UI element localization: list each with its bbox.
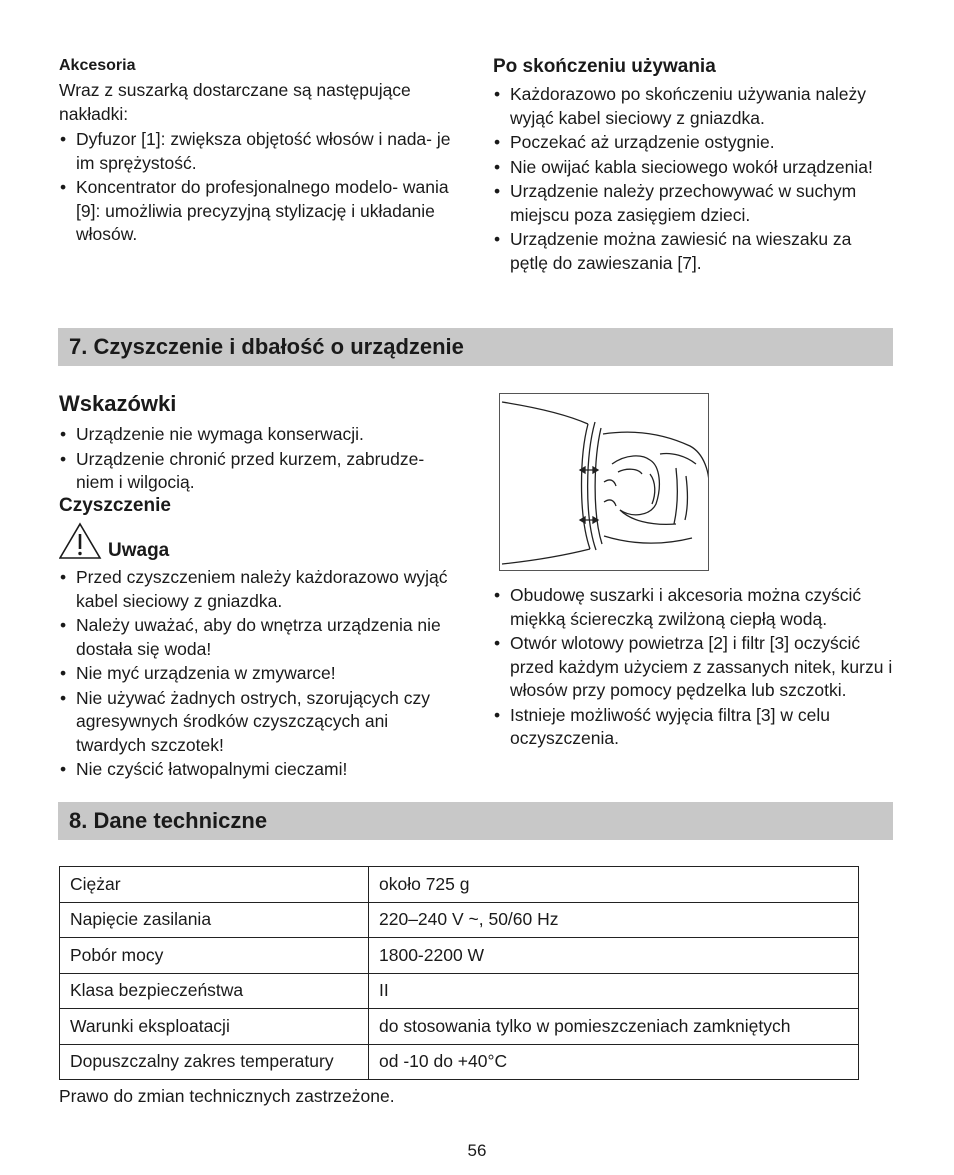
tips-heading: Wskazówki <box>59 391 177 416</box>
list-item: • Urządzenie nie wymaga konserwacji. <box>59 423 454 447</box>
list-item: • Istnieje możliwość wyjęcia filtra [3] w celu oczyszczenia. <box>493 704 893 751</box>
list-item: • Urządzenie należy przechowywać w suchym miejscu poza zasięgiem dzieci. <box>493 180 893 227</box>
tech-spec-table <box>59 866 859 1080</box>
spec-value: do stosowania tylko w pomieszczeniach zamkniętych <box>369 1009 859 1045</box>
filter-removal-illustration <box>499 393 709 571</box>
warnings-list <box>59 566 454 783</box>
warning-triangle-icon <box>59 522 103 560</box>
accessories-intro: Wraz z suszarką dostarczane są następujące nakładki: <box>59 80 411 124</box>
spec-label: Ciężar <box>60 867 369 903</box>
cleaning-heading: Czyszczenie <box>59 495 171 516</box>
accessories-list <box>59 128 464 248</box>
list-item: • Otwór wlotowy powietrza [2] i filtr [3] oczyścić przed każdym użyciem z zassanych nitek, kurzu i włosów przy pomocy pędzelka lub szczotki. <box>493 632 893 703</box>
list-item: • Należy uważać, aby do wnętrza urządzenia nie dostała się woda! <box>59 614 454 661</box>
list-item: • Urządzenie można zawiesić na wieszaku za pętlę do zawieszania [7]. <box>493 228 893 275</box>
spec-value: od -10 do +40°C <box>369 1044 859 1080</box>
spec-label: Warunki eksploatacji <box>60 1009 369 1045</box>
spec-value: 1800-2200 W <box>369 938 859 974</box>
spec-label: Dopuszczalny zakres temperatury <box>60 1044 369 1080</box>
table-row <box>60 938 859 974</box>
list-item: • Przed czyszczeniem należy każdorazowo wyjąć kabel sieciowy z gniazdka. <box>59 566 454 613</box>
hand-removing-filter-drawing <box>500 394 709 571</box>
tips-list <box>59 423 454 496</box>
after-use-list <box>493 83 893 276</box>
spec-value: około 725 g <box>369 867 859 903</box>
list-item: • Obudowę suszarki i akcesoria można czyścić miękką ściereczką zwilżoną ciepłą wodą. <box>493 584 893 631</box>
spec-label: Napięcie zasilania <box>60 902 369 938</box>
warning-label: Uwaga <box>108 540 170 561</box>
spec-value: II <box>369 973 859 1009</box>
list-item: • Nie używać żadnych ostrych, szorujących czy agresywnych środków czyszczących ani twardych szczotek! <box>59 687 454 758</box>
list-item: • Urządzenie chronić przed kurzem, zabrudze- niem i wilgocią. <box>59 448 454 495</box>
table-row <box>60 1044 859 1080</box>
section-7-title: 7. Czyszczenie i dbałość o urządzenie <box>69 334 464 359</box>
list-item: • Koncentrator do profesjonalnego modelo- wania [9]: umożliwia precyzyjną stylizację i układanie włosów. <box>59 176 464 247</box>
section-8-title: 8. Dane techniczne <box>69 808 268 833</box>
list-item: • Nie myć urządzenia w zmywarce! <box>59 662 454 686</box>
section-7-bar <box>58 328 893 366</box>
table-row <box>60 867 859 903</box>
list-item: • Każdorazowo po skończeniu używania należy wyjąć kabel sieciowy z gniazdka. <box>493 83 893 130</box>
footnote: Prawo do zmian technicznych zastrzeżone. <box>59 1086 395 1106</box>
accessories-heading: Akcesoria <box>59 57 136 74</box>
table-row <box>60 973 859 1009</box>
list-item: • Poczekać aż urządzenie ostygnie. <box>493 131 893 155</box>
list-item: • Nie owijać kabla sieciowego wokół urządzenia! <box>493 156 893 180</box>
spec-label: Klasa bezpieczeństwa <box>60 973 369 1009</box>
cleaning-list <box>493 584 893 752</box>
table-row <box>60 1009 859 1045</box>
list-item: • Dyfuzor [1]: zwiększa objętość włosów i nada- je im sprężystość. <box>59 128 464 175</box>
spec-value: 220–240 V ~, 50/60 Hz <box>369 902 859 938</box>
list-item: • Nie czyścić łatwopalnymi cieczami! <box>59 758 454 782</box>
table-row <box>60 902 859 938</box>
spec-label: Pobór mocy <box>60 938 369 974</box>
after-use-heading: Po skończeniu używania <box>493 56 716 77</box>
section-8-bar <box>58 802 893 840</box>
page-number: 56 <box>467 1141 487 1160</box>
